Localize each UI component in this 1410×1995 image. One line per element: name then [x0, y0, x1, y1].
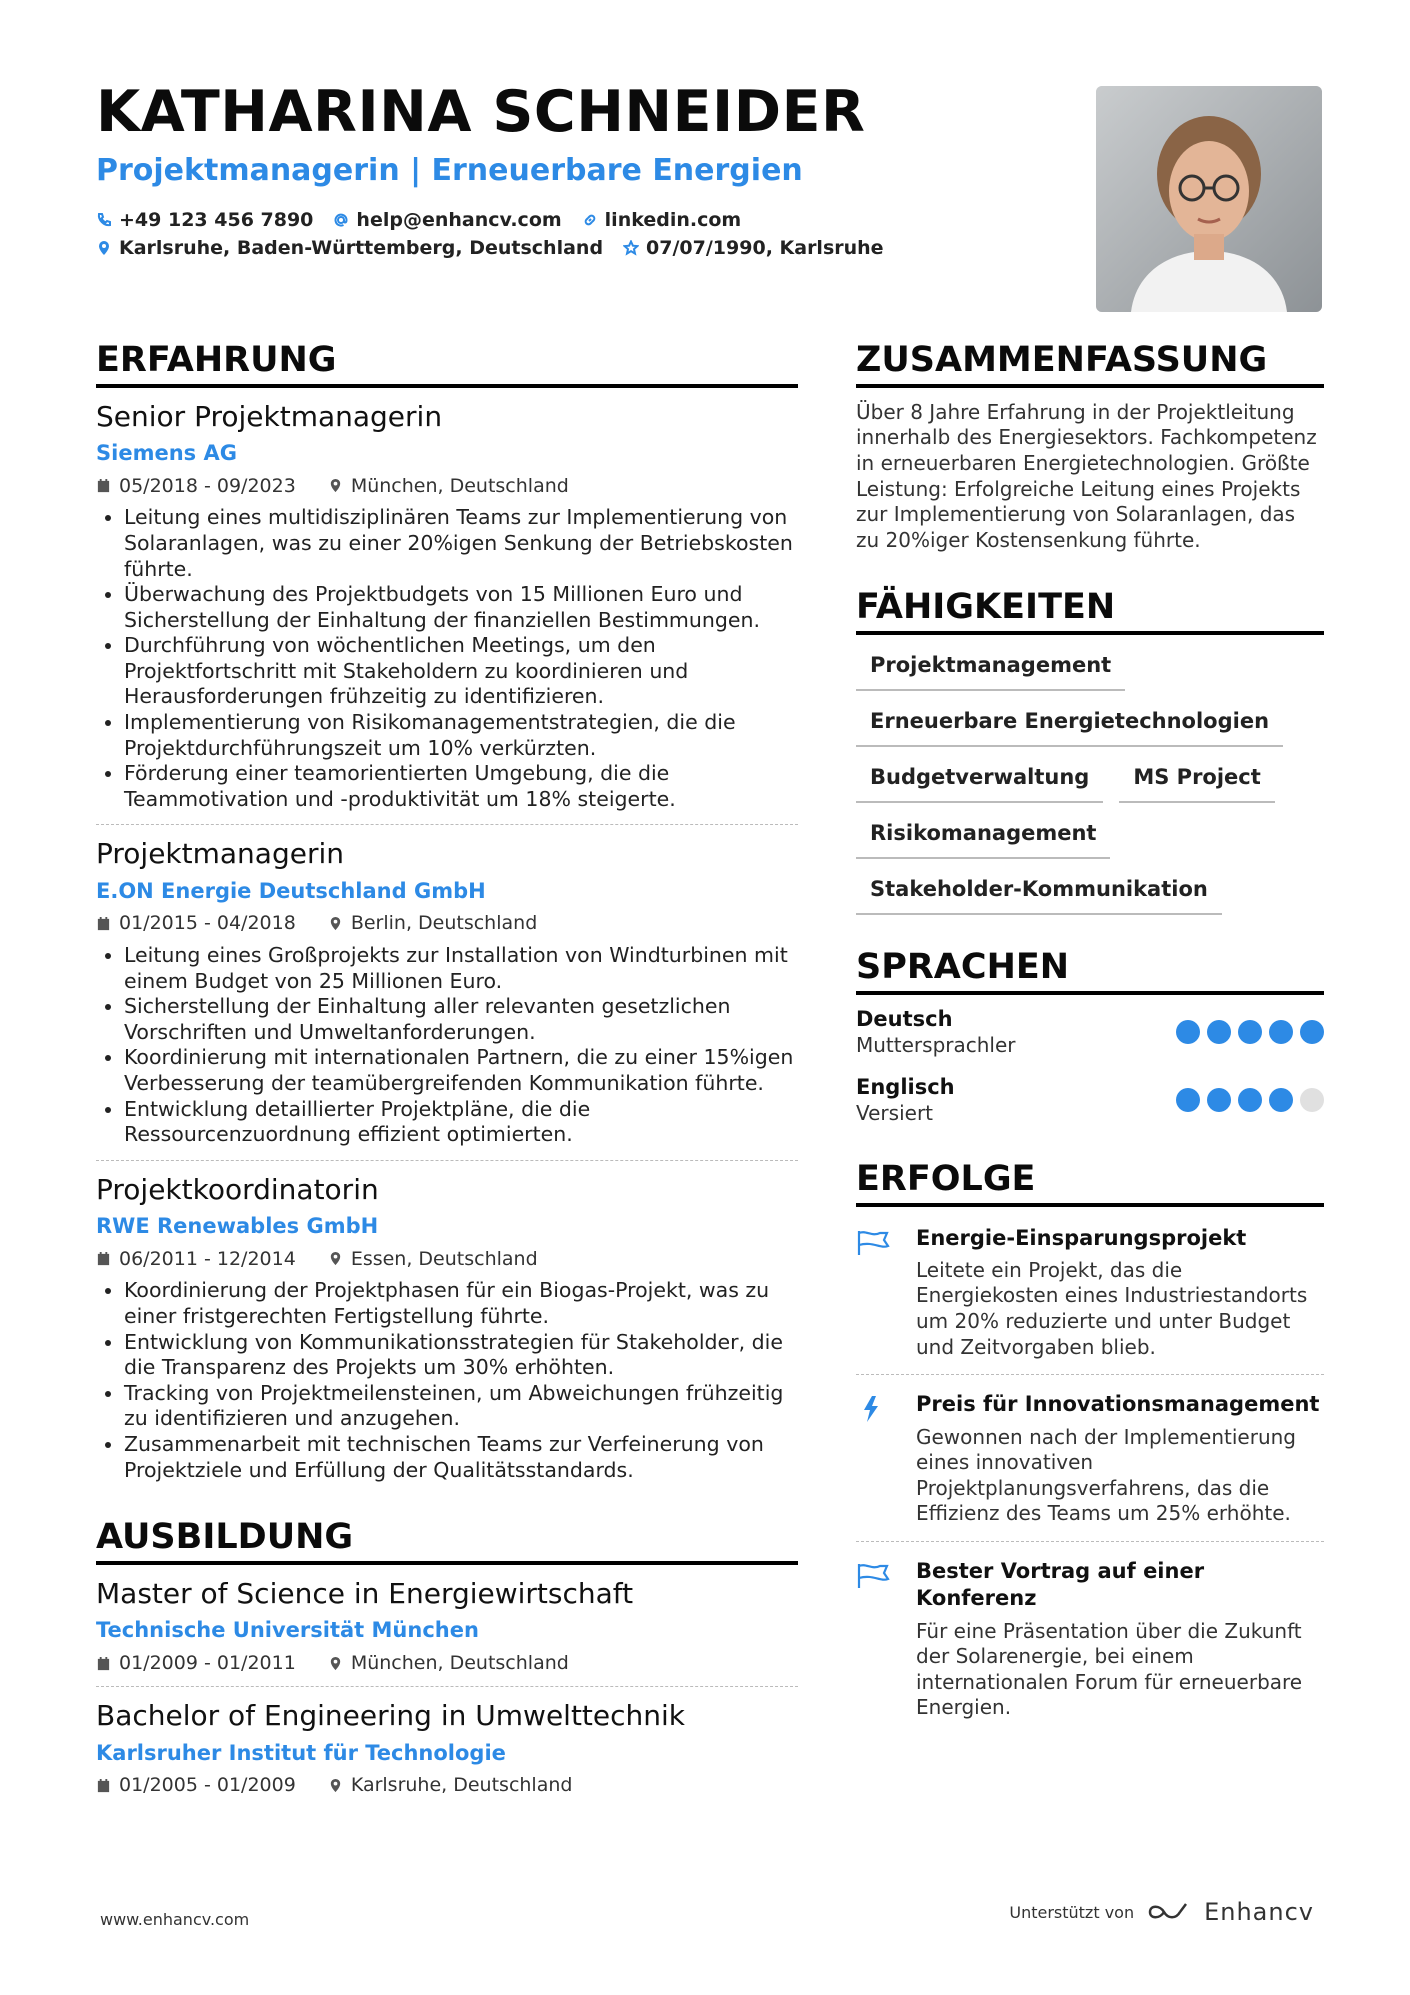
summary-heading: ZUSAMMENFASSUNG [856, 342, 1324, 388]
bullet: • Tracking von Projektmeilensteinen, um Abweichungen frühzeitig zu identifizieren und anzugehen. [124, 1381, 798, 1432]
job-role: Projektkoordinatorin [96, 1172, 379, 1206]
rating-dot-filled [1269, 1020, 1293, 1044]
profile-photo [1096, 86, 1322, 312]
job-bullets [96, 505, 798, 812]
map-pin-icon [328, 478, 343, 493]
bullet: • Koordinierung mit internationalen Partnern, die zu einer 15%igen Verbesserung der teamübergreifenden Kommunikation führte. [124, 1045, 798, 1096]
rating-dot-filled [1300, 1020, 1324, 1044]
job-location: Essen, Deutschland [350, 1247, 538, 1270]
languages-heading: SPRACHEN [856, 949, 1324, 995]
achievement-title: Bester Vortrag auf einer Konferenz [916, 1558, 1205, 1611]
experience-entry [96, 400, 798, 826]
footer-website[interactable]: www.enhancv.com [100, 1910, 250, 1929]
bullet: • Implementierung von Risikomanagementstrategien, die die Projektdurchführungszeit um 10% verkürzten. [124, 710, 798, 761]
edu-location: München, Deutschland [350, 1651, 569, 1674]
skills-list [856, 647, 1324, 915]
candidate-title: Projektmanagerin | Erneuerbare Energien [96, 153, 803, 188]
bullet: • Leitung eines multidisziplinären Teams zur Implementierung von Solaranlagen, was zu einer 20%igen Senkung der Betriebskosten führte. [124, 505, 798, 582]
bullet: • Entwicklung detaillierter Projektpläne, die die Ressourcenzuordnung effizient optimierten. [124, 1097, 798, 1148]
skill-tag: MS Project [1119, 759, 1274, 803]
right-column [856, 342, 1324, 1745]
skill-tag: Stakeholder-Kommunikation [856, 871, 1222, 915]
job-role: Senior Projektmanagerin [96, 399, 443, 433]
rating-dot-filled [1176, 1020, 1200, 1044]
phone-contact[interactable] [96, 209, 313, 231]
job-meta [96, 912, 798, 935]
left-column [96, 342, 798, 1821]
map-pin-icon [328, 1656, 343, 1671]
job-role: Projektmanagerin [96, 837, 344, 871]
rating-dot-filled [1176, 1088, 1200, 1112]
bullet: • Durchführung von wöchentlichen Meetings, um den Projektfortschritt mit Stakeholdern zu koordinieren und Herausforderungen frühzeitig zu identifizieren. [124, 633, 798, 710]
edu-meta [96, 1774, 798, 1797]
map-pin-icon [96, 240, 112, 256]
job-company: Siemens AG [96, 441, 237, 466]
achievement-desc: Gewonnen nach der Implementierung eines innovativen Projektplanungsverfahrens, das die Effizienz des Teams um 25% erhöhte. [916, 1424, 1296, 1526]
language-name: Englisch [856, 1074, 955, 1099]
experience-entry [96, 1173, 798, 1495]
rating-dot-filled [1269, 1088, 1293, 1112]
bullet: • Überwachung des Projektbudgets von 15 Millionen Euro und Sicherstellung der Einhaltung der finanziellen Bestimmungen. [124, 582, 798, 633]
achievement-desc: Für eine Präsentation über die Zukunft der Solarenergie, bei einem internationalen Forum für erneuerbare Energien. [916, 1618, 1303, 1720]
edu-location: Karlsruhe, Deutschland [350, 1774, 573, 1797]
map-pin-icon [328, 1778, 343, 1793]
language-rating [1176, 1020, 1324, 1044]
edu-dates: 01/2009 - 01/2011 [119, 1651, 296, 1674]
calendar-icon [96, 1656, 111, 1671]
skill-tag: Erneuerbare Energietechnologien [856, 703, 1283, 747]
edu-school: Karlsruher Institut für Technologie [96, 1741, 506, 1766]
skill-tag: Projektmanagement [856, 647, 1125, 691]
job-bullets [96, 1278, 798, 1483]
email-text: help@enhancv.com [356, 209, 562, 231]
map-pin-icon [328, 916, 343, 931]
skills-heading: FÄHIGKEITEN [856, 589, 1324, 635]
location-text: Karlsruhe, Baden-Württemberg, Deutschland [119, 237, 604, 259]
bullet: • Entwicklung von Kommunikationsstrategien für Stakeholder, die die Transparenz des Projekts um 30% erhöhten. [124, 1330, 798, 1381]
achievement-title: Preis für Innovationsmanagement [916, 1392, 1320, 1417]
rating-dot-filled [1238, 1020, 1262, 1044]
edu-degree: Master of Science in Energiewirtschaft [96, 1576, 634, 1610]
birth-info [623, 237, 884, 259]
brand-name: Enhancv [1204, 1898, 1314, 1926]
education-entry [96, 1577, 798, 1688]
calendar-icon [96, 1251, 111, 1266]
phone-text: +49 123 456 7890 [119, 209, 314, 231]
job-dates: 06/2011 - 12/2014 [119, 1247, 296, 1270]
link-icon [582, 212, 598, 228]
language-name: Deutsch [856, 1006, 953, 1031]
rating-dot-filled [1207, 1088, 1231, 1112]
job-meta [96, 1248, 798, 1271]
flag-icon [856, 1229, 892, 1257]
experience-entry [96, 837, 798, 1160]
bullet: • Leitung eines Großprojekts zur Installation von Windturbinen mit einem Budget von 25 Millionen Euro. [124, 943, 798, 994]
map-pin-icon [328, 1251, 343, 1266]
education-entry [96, 1699, 798, 1809]
bullet: • Förderung einer teamorientierten Umgebung, die die Teammotivation und -produktivität um 18% steigerte. [124, 761, 798, 812]
skill-tag: Risikomanagement [856, 815, 1110, 859]
enhancv-logo-icon [1146, 1901, 1192, 1923]
email-contact[interactable] [333, 209, 561, 231]
language-item [856, 1075, 1324, 1125]
achievement-desc: Leitete ein Projekt, das die Energiekosten eines Industriestandorts um 20% reduzierte und unter Budget und Zeitvorgaben blieb. [916, 1257, 1308, 1359]
job-dates: 05/2018 - 09/2023 [119, 474, 296, 497]
linkedin-contact[interactable] [582, 209, 742, 231]
powered-by-text: Unterstützt von [1009, 1902, 1135, 1922]
rating-dot-empty [1300, 1088, 1324, 1112]
contact-info [96, 206, 1076, 262]
edu-degree: Bachelor of Engineering in Umwelttechnik [96, 1699, 686, 1733]
lightning-icon [856, 1395, 892, 1423]
job-company: E.ON Energie Deutschland GmbH [96, 879, 486, 904]
skill-tag: Budgetverwaltung [856, 759, 1103, 803]
achievement-item [856, 1219, 1324, 1376]
edu-meta [96, 1652, 798, 1675]
edu-dates: 01/2005 - 01/2009 [119, 1774, 296, 1797]
experience-heading: ERFAHRUNG [96, 342, 798, 388]
bullet: • Koordinierung der Projektphasen für ein Biogas-Projekt, was zu einer fristgerechten Fertigstellung führte. [124, 1278, 798, 1329]
job-location: Berlin, Deutschland [350, 912, 538, 935]
language-level: Versiert [856, 1100, 934, 1125]
star-icon [623, 240, 639, 256]
at-icon [333, 212, 349, 228]
candidate-name: KATHARINA SCHNEIDER [96, 79, 866, 145]
language-level: Muttersprachler [856, 1032, 1016, 1057]
rating-dot-filled [1238, 1088, 1262, 1112]
job-company: RWE Renewables GmbH [96, 1214, 379, 1239]
edu-school: Technische Universität München [96, 1618, 479, 1643]
achievements-heading: ERFOLGE [856, 1161, 1324, 1207]
job-bullets [96, 943, 798, 1148]
bullet: • Zusammenarbeit mit technischen Teams zur Verfeinerung von Projektziele und Erfüllung der Qualitätsstandards. [124, 1432, 798, 1483]
bullet: • Sicherstellung der Einhaltung aller relevanten gesetzlichen Vorschriften und Umweltanforderungen. [124, 994, 798, 1045]
location-contact [96, 237, 603, 259]
flag-icon [856, 1562, 892, 1590]
calendar-icon [96, 478, 111, 493]
language-rating [1176, 1088, 1324, 1112]
education-heading: AUSBILDUNG [96, 1519, 798, 1565]
calendar-icon [96, 1778, 111, 1793]
rating-dot-filled [1207, 1020, 1231, 1044]
summary-text: Über 8 Jahre Erfahrung in der Projektleitung innerhalb des Energiesektors. Fachkompetenz in erneuerbaren Energietechnologien. Größte Leistung: Erfolgreiche Leitung eines Projekts zur Implementierung von Solaranlagen, das zu 20%iger Kostensenkung führte. [856, 399, 1317, 552]
birth-text: 07/07/1990, Karlsruhe [646, 237, 884, 259]
job-meta [96, 475, 798, 498]
achievement-item [856, 1552, 1324, 1735]
job-location: München, Deutschland [350, 474, 569, 497]
footer-branding [1009, 1898, 1314, 1926]
calendar-icon [96, 916, 111, 931]
achievement-title: Energie-Einsparungsprojekt [916, 1225, 1247, 1250]
achievement-item [856, 1385, 1324, 1542]
phone-icon [96, 212, 112, 228]
linkedin-text: linkedin.com [604, 209, 742, 231]
job-dates: 01/2015 - 04/2018 [119, 912, 296, 935]
language-item [856, 1007, 1324, 1057]
